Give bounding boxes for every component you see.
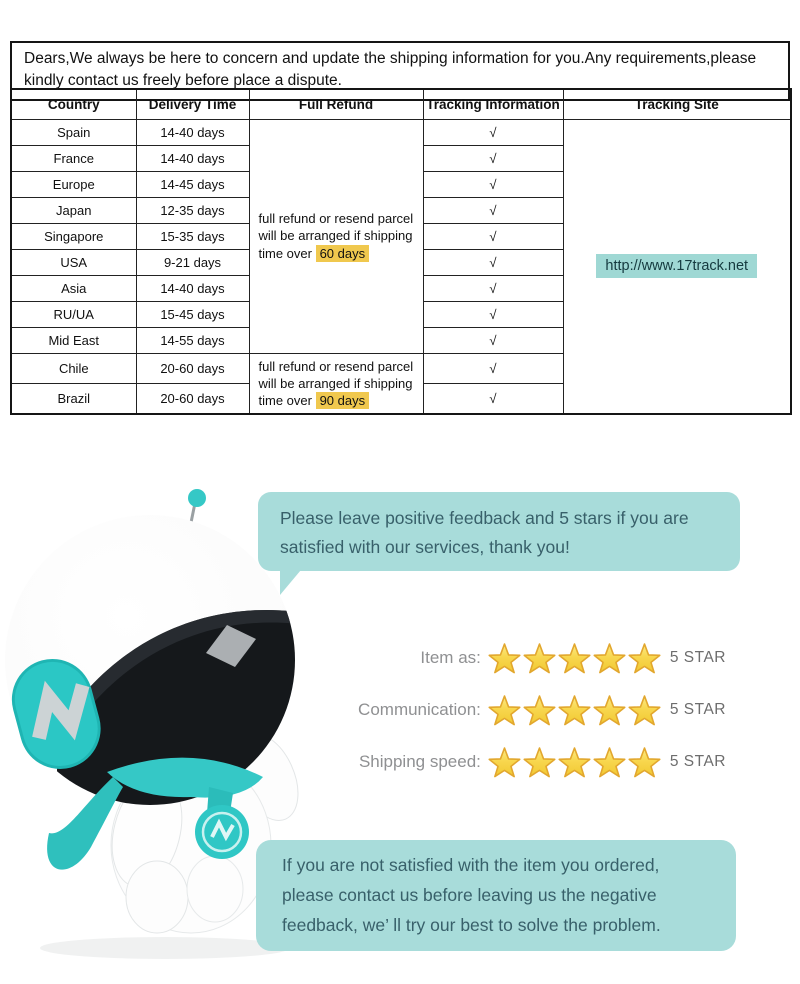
- antenna-ball: [188, 489, 206, 507]
- dispute-notice-bubble: [256, 840, 736, 951]
- tracking-checkmark: √: [423, 197, 563, 223]
- star-icon: [593, 694, 626, 726]
- rating-suffix: 5 STAR: [669, 649, 726, 666]
- tracking-checkmark: √: [423, 383, 563, 413]
- tracking-checkmark: √: [423, 171, 563, 197]
- country-cell: Brazil: [11, 383, 136, 413]
- delivery-time-cell: 14-45 days: [136, 171, 249, 197]
- star-icon: [628, 746, 661, 778]
- star-icon: [523, 642, 556, 674]
- country-cell: Mid East: [11, 327, 136, 353]
- country-cell: Asia: [11, 275, 136, 301]
- table-row: [11, 119, 791, 145]
- star-icon: [488, 746, 521, 778]
- robot-shadow: [40, 937, 290, 959]
- column-header-country: Country: [11, 89, 136, 119]
- robot-left-foot: [126, 861, 188, 933]
- rating-row-communication: [330, 690, 726, 730]
- tracking-site-link[interactable]: http://www.17track.net: [596, 254, 757, 278]
- country-cell: Europe: [11, 171, 136, 197]
- table-header-row: [11, 89, 791, 119]
- country-cell: France: [11, 145, 136, 171]
- rating-suffix: 5 STAR: [669, 701, 726, 718]
- tracking-site-cell: [563, 119, 791, 414]
- shipping-table: [10, 88, 792, 415]
- column-header-tracking-site: Tracking Site: [563, 89, 791, 119]
- tracking-checkmark: √: [423, 249, 563, 275]
- dispute-notice-text: If you are not satisfied with the item you ordered, please contact us before leaving us the negative feedback, we’ ll try our best to solve the problem.: [282, 855, 661, 935]
- star-icon: [558, 746, 591, 778]
- country-cell: Chile: [11, 353, 136, 383]
- tracking-checkmark: √: [423, 119, 563, 145]
- delivery-time-cell: 14-55 days: [136, 327, 249, 353]
- column-header-tracking-information: Tracking Information: [423, 89, 563, 119]
- delivery-time-cell: 12-35 days: [136, 197, 249, 223]
- refund-text: full refund or resend parcel will be arranged if shipping time over: [258, 358, 414, 408]
- star-icon: [488, 694, 521, 726]
- column-header-delivery-time: Delivery Time: [136, 89, 249, 119]
- refund-days-highlight: 60 days: [316, 245, 370, 262]
- country-cell: Spain: [11, 119, 136, 145]
- delivery-time-cell: 20-60 days: [136, 383, 249, 413]
- tracking-checkmark: √: [423, 223, 563, 249]
- shipping-notice-text: Dears,We always be here to concern and update the shipping information for you.Any requirements,please kindly contact us freely before place a dispute.: [24, 50, 757, 89]
- delivery-time-cell: 20-60 days: [136, 353, 249, 383]
- country-cell: USA: [11, 249, 136, 275]
- column-header-full-refund: Full Refund: [249, 89, 423, 119]
- robot-right-foot: [187, 856, 243, 922]
- refund-policy-cell-60: [249, 119, 423, 353]
- star-icon: [558, 642, 591, 674]
- feedback-request-bubble: [258, 492, 740, 571]
- star-icon: [558, 694, 591, 726]
- rating-label: Shipping speed:: [358, 752, 481, 771]
- country-cell: Japan: [11, 197, 136, 223]
- delivery-time-cell: 14-40 days: [136, 119, 249, 145]
- star-icon: [523, 694, 556, 726]
- rating-row-shipping-speed: [330, 742, 726, 782]
- tracking-checkmark: √: [423, 327, 563, 353]
- rating-suffix: 5 STAR: [669, 753, 726, 770]
- tracking-checkmark: √: [423, 353, 563, 383]
- robot-badge: [195, 805, 249, 859]
- star-icon: [628, 642, 661, 674]
- star-icon: [593, 642, 626, 674]
- refund-days-highlight: 90 days: [316, 392, 370, 409]
- country-cell: RU/UA: [11, 301, 136, 327]
- tracking-checkmark: √: [423, 145, 563, 171]
- refund-text: full refund or resend parcel will be arranged if shipping time over: [258, 211, 414, 261]
- country-cell: Singapore: [11, 223, 136, 249]
- feedback-request-text: Please leave positive feedback and 5 stars if you are satisfied with our services, thank you!: [280, 508, 689, 557]
- rating-label: Communication:: [358, 700, 481, 719]
- delivery-time-cell: 14-40 days: [136, 275, 249, 301]
- tracking-checkmark: √: [423, 275, 563, 301]
- star-icon: [593, 746, 626, 778]
- delivery-time-cell: 9-21 days: [136, 249, 249, 275]
- rating-label: Item as:: [420, 648, 481, 667]
- star-rating: [488, 746, 661, 778]
- star-icon: [628, 694, 661, 726]
- star-icon: [523, 746, 556, 778]
- rating-row-item-as: [330, 638, 726, 678]
- refund-policy-cell-90: [249, 353, 423, 414]
- bubble-tail: [280, 558, 311, 595]
- delivery-time-cell: 15-45 days: [136, 301, 249, 327]
- star-icon: [488, 642, 521, 674]
- delivery-time-cell: 14-40 days: [136, 145, 249, 171]
- tracking-checkmark: √: [423, 301, 563, 327]
- star-rating: [488, 642, 661, 674]
- star-rating: [488, 694, 661, 726]
- delivery-time-cell: 15-35 days: [136, 223, 249, 249]
